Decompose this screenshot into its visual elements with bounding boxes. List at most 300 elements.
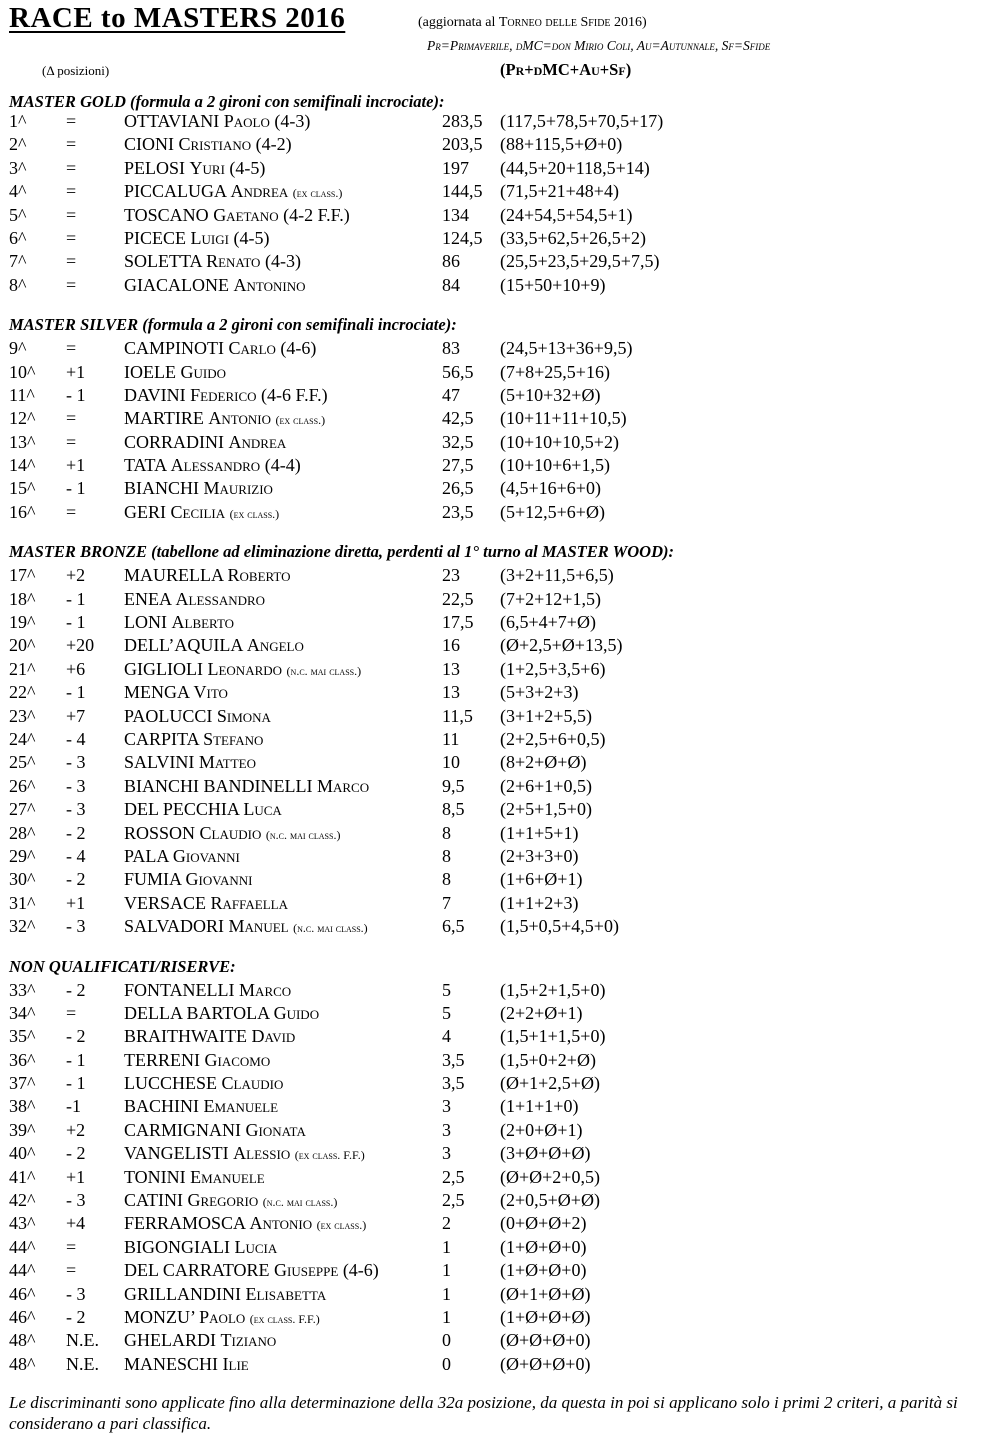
player-surname: ROSSON [124, 822, 196, 843]
player-name [124, 180, 342, 205]
rank-delta: +1 [66, 361, 86, 382]
ranking-row [0, 384, 991, 407]
section-title: MASTER BRONZE (tabellone ad eliminazione diretta, perdenti al 1° turno al MASTER WOOD): [9, 542, 674, 562]
rank-delta: - 1 [66, 1073, 86, 1094]
rank-position: 25^ [9, 752, 36, 773]
rank-delta: - 1 [66, 588, 86, 609]
player-surname: CAMPINOTI [124, 338, 225, 359]
player-name [124, 1119, 306, 1142]
player-surname: PICECE [124, 227, 187, 248]
player-name [124, 431, 286, 454]
rank-delta: = [66, 227, 77, 248]
player-name [124, 1212, 366, 1237]
rank-delta: +4 [66, 1213, 86, 1234]
rank-position: 8^ [9, 274, 27, 295]
player-surname: GHELARDI [124, 1330, 216, 1351]
player-surname: SALVINI [124, 752, 195, 773]
points-breakdown: (Ø+Ø+Ø+0) [500, 1330, 591, 1351]
player-surname: GERI [124, 501, 166, 522]
player-surname: FONTANELLI [124, 979, 235, 1000]
points-breakdown: (Ø+2,5+Ø+13,5) [500, 635, 623, 656]
player-first-name: Renato [206, 251, 261, 272]
player-first-name: Emanuele [190, 1166, 265, 1187]
total-points: 11,5 [442, 705, 473, 726]
rank-position: 30^ [9, 869, 36, 890]
total-points: 7 [442, 892, 451, 913]
player-first-name: Vito [193, 682, 228, 703]
section-gap [0, 524, 991, 541]
player-name [124, 1353, 249, 1376]
player-name [124, 892, 288, 915]
rank-delta: = [66, 1002, 77, 1023]
total-points: 26,5 [442, 478, 474, 499]
rank-delta: +1 [66, 1166, 86, 1187]
points-breakdown: (0+Ø+Ø+2) [500, 1213, 587, 1234]
player-first-name: Marco [239, 979, 292, 1000]
points-breakdown: (2+0,5+Ø+Ø) [500, 1190, 600, 1211]
ranking-row [0, 1049, 991, 1072]
player-record: (4-5) [228, 227, 270, 248]
player-name [124, 157, 265, 180]
rank-position: 38^ [9, 1096, 36, 1117]
rank-delta: - 3 [66, 752, 86, 773]
player-note: (ex class.) [316, 1218, 367, 1233]
player-surname: DELLA BARTOLA [124, 1002, 270, 1023]
ranking-row [0, 1259, 991, 1282]
rank-position: 6^ [9, 227, 27, 248]
player-first-name: Tiziano [220, 1330, 277, 1351]
ranking-row [0, 454, 991, 477]
rank-delta: = [66, 1260, 77, 1281]
update-note-event: Torneo delle Sfide [498, 15, 611, 30]
total-points: 4 [442, 1026, 451, 1047]
player-surname: OTTAVIANI [124, 111, 220, 131]
ranking-row [0, 845, 991, 868]
player-name [124, 845, 240, 868]
ranking-row [0, 250, 991, 273]
ranking-row [0, 1142, 991, 1165]
player-surname: DEL CARRATORE [124, 1260, 270, 1281]
ranking-row [0, 180, 991, 203]
player-first-name: Angelo [246, 635, 304, 656]
player-first-name: Lucia [234, 1236, 278, 1257]
points-breakdown: (5+10+32+Ø) [500, 384, 601, 405]
player-name [124, 407, 325, 432]
total-points: 1 [442, 1260, 451, 1281]
player-name [124, 564, 291, 587]
rank-delta: = [66, 111, 77, 131]
points-breakdown: (1,5+0,5+4,5+0) [500, 916, 619, 937]
rank-position: 44^ [9, 1260, 36, 1281]
rank-position: 3^ [9, 157, 27, 178]
rank-position: 7^ [9, 251, 27, 272]
rank-position: 18^ [9, 588, 36, 609]
rank-position: 28^ [9, 822, 36, 843]
rank-delta: +6 [66, 658, 86, 679]
total-points: 0 [442, 1353, 451, 1374]
points-breakdown: (3+2+11,5+6,5) [500, 565, 614, 586]
player-first-name: Cecilia [170, 501, 226, 522]
player-name [124, 1306, 320, 1331]
ranking-row [0, 1236, 991, 1259]
ranking-row [0, 1212, 991, 1235]
total-points: 134 [442, 204, 469, 225]
player-surname: DEL PECCHIA [124, 799, 239, 820]
rank-delta: = [66, 501, 77, 522]
player-surname: TATA [124, 455, 167, 476]
ranking-row [0, 634, 991, 657]
player-record: (4-5) [224, 157, 266, 178]
rank-delta: - 2 [66, 979, 86, 1000]
player-first-name: Gionata [245, 1119, 306, 1140]
player-first-name: Cristiano [178, 134, 252, 155]
total-points: 203,5 [442, 134, 483, 155]
update-note-suffix: 2016) [610, 15, 647, 30]
points-breakdown: (3+Ø+Ø+Ø) [500, 1143, 591, 1164]
ranking-row [0, 1119, 991, 1142]
rank-position: 11^ [9, 384, 35, 405]
ranking-row [0, 915, 991, 938]
rank-position: 34^ [9, 1002, 36, 1023]
rank-delta: = [66, 338, 77, 359]
points-breakdown: (1+1+5+1) [500, 822, 579, 843]
rank-delta: N.E. [66, 1353, 99, 1374]
player-first-name: Antonio [249, 1213, 313, 1234]
player-first-name: Elisabetta [245, 1283, 327, 1304]
rank-position: 17^ [9, 565, 36, 586]
points-breakdown: (Ø+Ø+Ø+0) [500, 1353, 591, 1374]
player-name [124, 1095, 278, 1118]
ranking-row [0, 979, 991, 1002]
ranking-list [0, 93, 991, 1376]
player-name [124, 133, 292, 156]
rank-delta: = [66, 204, 77, 225]
ranking-row [0, 705, 991, 728]
player-first-name: Paolo [223, 111, 270, 131]
points-breakdown: (2+5+1,5+0) [500, 799, 592, 820]
rank-position: 46^ [9, 1283, 36, 1304]
total-points: 1 [442, 1283, 451, 1304]
rank-position: 21^ [9, 658, 36, 679]
ranking-row [0, 1353, 991, 1376]
player-name [124, 611, 234, 634]
total-points: 9,5 [442, 775, 465, 796]
points-breakdown: (7+2+12+1,5) [500, 588, 601, 609]
total-points: 56,5 [442, 361, 474, 382]
points-breakdown: (5+12,5+6+Ø) [500, 501, 605, 522]
rank-position: 48^ [9, 1330, 36, 1351]
ranking-row [0, 431, 991, 454]
section-title: NON QUALIFICATI/RISERVE: [9, 956, 236, 976]
rank-position: 13^ [9, 431, 36, 452]
player-surname: CARMIGNANI [124, 1119, 241, 1140]
points-breakdown: (5+3+2+3) [500, 682, 579, 703]
player-first-name: Guido [180, 361, 226, 382]
rank-position: 20^ [9, 635, 36, 656]
rank-delta: +1 [66, 455, 86, 476]
player-name [124, 798, 282, 821]
player-first-name: Yuri [189, 157, 225, 178]
player-surname: MAURELLA [124, 565, 223, 586]
rank-position: 35^ [9, 1026, 36, 1047]
total-points: 3 [442, 1096, 451, 1117]
points-breakdown: (2+6+1+0,5) [500, 775, 592, 796]
delta-positions-label: (Δ posizioni) [42, 63, 110, 78]
rank-position: 39^ [9, 1119, 36, 1140]
player-surname: TERRENI [124, 1049, 200, 1070]
rank-delta: = [66, 181, 77, 202]
points-breakdown: (1+2,5+3,5+6) [500, 658, 606, 679]
player-surname: MENGA [124, 682, 190, 703]
total-points: 27,5 [442, 455, 474, 476]
total-points: 42,5 [442, 408, 474, 429]
player-name [124, 1283, 326, 1306]
player-surname: FERRAMOSCA [124, 1213, 246, 1234]
player-name [124, 775, 369, 798]
rank-delta: - 1 [66, 1049, 86, 1070]
player-name [124, 915, 368, 940]
points-breakdown: (2+2+Ø+1) [500, 1002, 583, 1023]
total-points: 3,5 [442, 1049, 465, 1070]
player-surname: BACHINI [124, 1096, 199, 1117]
player-name [124, 1072, 283, 1095]
rank-delta: - 1 [66, 612, 86, 633]
player-first-name: Leonardo [207, 658, 283, 679]
rank-delta: - 1 [66, 478, 86, 499]
rank-delta: - 3 [66, 775, 86, 796]
ranking-row [0, 728, 991, 751]
player-first-name: Gregorio [187, 1190, 259, 1211]
player-surname: LONI [124, 612, 167, 633]
rank-delta: - 2 [66, 869, 86, 890]
total-points: 83 [442, 338, 460, 359]
ranking-row [0, 658, 991, 681]
total-points: 8,5 [442, 799, 465, 820]
ranking-row [0, 822, 991, 845]
rank-position: 37^ [9, 1073, 36, 1094]
rank-position: 5^ [9, 204, 27, 225]
player-record: (4-2 F.F.) [278, 204, 350, 225]
player-name [124, 1025, 295, 1048]
total-points: 16 [442, 635, 460, 656]
total-points: 5 [442, 1002, 451, 1023]
total-points: 23,5 [442, 501, 474, 522]
total-points: 197 [442, 157, 469, 178]
rank-delta: - 3 [66, 799, 86, 820]
player-record: (4-3) [260, 251, 301, 272]
rank-position: 41^ [9, 1166, 36, 1187]
points-breakdown: (1+1+1+0) [500, 1096, 579, 1117]
total-points: 6,5 [442, 916, 465, 937]
player-note: (n.c. mai class.) [293, 921, 368, 936]
points-breakdown: (1+6+Ø+1) [500, 869, 583, 890]
player-name [124, 384, 328, 407]
player-surname: CATINI [124, 1190, 183, 1211]
rank-delta: -1 [66, 1096, 81, 1117]
rank-delta: +2 [66, 1119, 86, 1140]
player-surname: BIANCHI [124, 478, 199, 499]
points-breakdown: (71,5+21+48+4) [500, 181, 619, 202]
ranking-row [0, 588, 991, 611]
rank-delta: - 4 [66, 728, 86, 749]
player-first-name: Giacomo [204, 1049, 271, 1070]
points-breakdown: (10+11+11+10,5) [500, 408, 627, 429]
points-breakdown: (15+50+10+9) [500, 274, 606, 295]
player-surname: SOLETTA [124, 251, 202, 272]
player-surname: CARPITA [124, 728, 199, 749]
points-breakdown: (10+10+10,5+2) [500, 431, 619, 452]
ranking-row [0, 751, 991, 774]
player-first-name: Guido [273, 1002, 320, 1023]
points-breakdown: (24,5+13+36+9,5) [500, 338, 633, 359]
ranking-row [0, 798, 991, 821]
rank-position: 16^ [9, 501, 36, 522]
rank-delta: = [66, 157, 77, 178]
player-note: (n.c. mai class.) [265, 827, 341, 842]
player-surname: PALA [124, 845, 169, 866]
total-points: 86 [442, 251, 460, 272]
points-breakdown: (Ø+1+Ø+Ø) [500, 1283, 591, 1304]
player-first-name: Giovanni [172, 845, 240, 866]
rank-delta: - 3 [66, 916, 86, 937]
ranking-row [0, 564, 991, 587]
player-note: (ex class.) [292, 186, 343, 201]
tournament-legend: Pr=Primaverile, dMC=don Mirio Coli, Au=Autunnale, Sf=Sfide [427, 38, 771, 53]
player-name [124, 1166, 265, 1189]
player-surname: DAVINI [124, 384, 186, 405]
rank-position: 23^ [9, 705, 36, 726]
player-name [124, 454, 301, 477]
points-breakdown: (1+Ø+Ø+0) [500, 1236, 587, 1257]
ranking-row [0, 133, 991, 156]
ranking-row [0, 501, 991, 524]
player-name [124, 337, 316, 360]
ranking-row [0, 407, 991, 430]
ranking-row [0, 775, 991, 798]
player-name [124, 728, 263, 751]
ranking-row [0, 1025, 991, 1048]
total-points: 2,5 [442, 1166, 465, 1187]
rank-delta: = [66, 274, 77, 295]
rank-delta: - 2 [66, 822, 86, 843]
rank-position: 24^ [9, 728, 36, 749]
ranking-row [0, 227, 991, 250]
player-surname: BRAITHWAITE [124, 1026, 247, 1047]
player-first-name: Alessandro [175, 588, 266, 609]
total-points: 23 [442, 565, 460, 586]
update-note [418, 15, 647, 31]
player-name [124, 110, 310, 133]
points-breakdown: (1+Ø+Ø+0) [500, 1260, 587, 1281]
total-points: 2,5 [442, 1190, 465, 1211]
ranking-row [0, 157, 991, 180]
points-breakdown: (1+Ø+Ø+Ø) [500, 1306, 591, 1327]
total-points: 1 [442, 1306, 451, 1327]
total-points: 2 [442, 1213, 451, 1234]
player-name [124, 250, 301, 273]
points-breakdown: (25,5+23,5+29,5+7,5) [500, 251, 660, 272]
points-breakdown: (Ø+Ø+2+0,5) [500, 1166, 600, 1187]
points-breakdown: (10+10+6+1,5) [500, 455, 610, 476]
player-name [124, 1049, 270, 1072]
ranking-row [0, 477, 991, 500]
player-name [124, 1142, 365, 1167]
player-first-name: Claudio [199, 822, 262, 843]
ranking-row [0, 1166, 991, 1189]
player-surname: CIONI [124, 134, 174, 155]
player-first-name: Antonino [233, 274, 306, 295]
rank-delta: - 4 [66, 845, 86, 866]
player-first-name: Claudio [221, 1073, 284, 1094]
player-record: (4-2) [251, 134, 292, 155]
ranking-row [0, 337, 991, 360]
player-name [124, 1189, 337, 1214]
points-breakdown: (4,5+16+6+0) [500, 478, 601, 499]
player-first-name: Roberto [227, 565, 291, 586]
page-title: RACE to MASTERS 2016 [9, 2, 346, 34]
rank-delta: = [66, 431, 77, 452]
total-points: 32,5 [442, 431, 474, 452]
total-points: 11 [442, 728, 460, 749]
total-points: 283,5 [442, 111, 483, 131]
section-title: MASTER GOLD (formula a 2 gironi con semifinali incrociate): [9, 92, 445, 111]
section-gap [0, 939, 991, 956]
player-surname: ENEA [124, 588, 171, 609]
total-points: 124,5 [442, 227, 483, 248]
ranking-row [0, 611, 991, 634]
ranking-row [0, 892, 991, 915]
player-name [124, 588, 265, 611]
player-surname: GIACALONE [124, 274, 229, 295]
player-name [124, 751, 256, 774]
points-breakdown: (8+2+Ø+Ø) [500, 752, 587, 773]
ranking-row [0, 1189, 991, 1212]
rank-position: 31^ [9, 892, 36, 913]
total-points: 8 [442, 869, 451, 890]
player-name [124, 1236, 277, 1259]
player-first-name: Emanuele [203, 1096, 279, 1117]
player-note: (ex class. F.F.) [294, 1148, 365, 1163]
points-breakdown: (7+8+25,5+16) [500, 361, 610, 382]
rank-position: 29^ [9, 845, 36, 866]
player-surname: TOSCANO [124, 204, 209, 225]
player-name [124, 705, 271, 728]
total-points: 47 [442, 384, 460, 405]
points-breakdown: (2+3+3+0) [500, 845, 579, 866]
rank-delta: - 3 [66, 1283, 86, 1304]
section-gap [0, 297, 991, 314]
player-surname: MANESCHI [124, 1353, 219, 1374]
rank-position: 36^ [9, 1049, 36, 1070]
player-record: (4-4) [260, 455, 301, 476]
points-breakdown: (44,5+20+118,5+14) [500, 157, 650, 178]
player-name [124, 681, 228, 704]
total-points: 17,5 [442, 612, 474, 633]
rank-position: 33^ [9, 979, 36, 1000]
player-first-name: Ilie [222, 1353, 249, 1374]
player-first-name: Paolo [199, 1306, 246, 1327]
player-name [124, 361, 226, 384]
total-points: 84 [442, 274, 460, 295]
total-points: 13 [442, 682, 460, 703]
rank-delta: - 1 [66, 384, 86, 405]
player-first-name: Alessio [233, 1143, 291, 1164]
player-surname: IOELE [124, 361, 176, 382]
total-points: 0 [442, 1330, 451, 1351]
rank-delta: - 2 [66, 1026, 86, 1047]
points-breakdown: (2+0+Ø+1) [500, 1119, 583, 1140]
player-first-name: Stefano [203, 728, 264, 749]
